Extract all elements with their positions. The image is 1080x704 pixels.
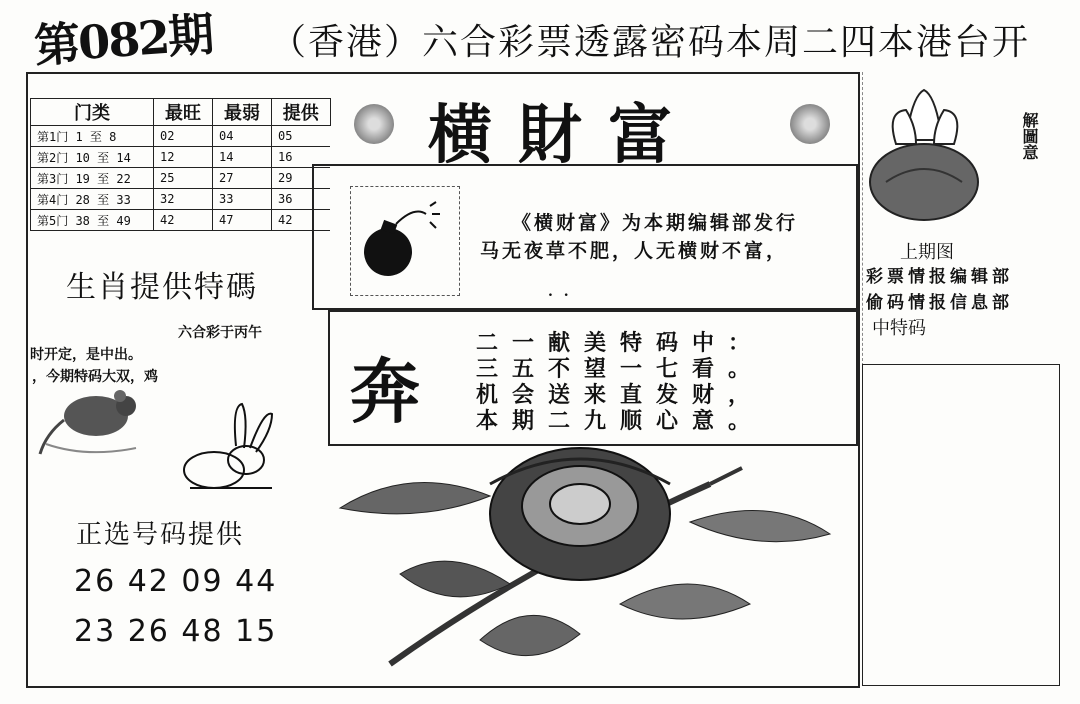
table-cell: 05 [272,126,331,147]
table-row [31,210,331,231]
rose-icon [330,444,854,682]
door-table-header [31,99,331,126]
poem-line: 三五不望一七看。 [476,356,765,382]
blurb-line-2: 马无夜草不肥，人无横财不富， [480,240,789,262]
table-cell: 02 [154,126,213,147]
blurb-line-1: 《横财富》为本期编辑部发行 [512,212,799,234]
right-label: 解圖意 [1020,112,1039,160]
table-cell: 第1门 1 至 8 [31,126,154,147]
table-cell: 第4门 28 至 33 [31,189,154,210]
table-cell: 27 [213,168,272,189]
headline: （香港）六合彩票透露密码本周二四本港台开 [270,22,1031,63]
table-cell: 12 [154,147,213,168]
zodiac-note-3: ，今期特码大双，鸡 [32,369,158,385]
table-cell: 第2门 10 至 14 [31,147,154,168]
picks-row-2: 23 26 48 15 [74,614,278,649]
column-header: 提供 [272,99,331,126]
table-cell: 14 [213,147,272,168]
table-cell: 第5门 38 至 49 [31,210,154,231]
poem-line: 本期二九顺心意。 [476,408,765,434]
picks-row-1: 26 42 09 44 [74,564,278,599]
door-table [30,98,331,231]
table-row [31,147,331,168]
table-cell: 04 [213,126,272,147]
poem-line: 二一献美特码中： [476,330,765,356]
table-cell: 25 [154,168,213,189]
table-cell: 47 [213,210,272,231]
table-cell: 第3门 19 至 22 [31,168,154,189]
table-row [31,168,331,189]
table-cell: 36 [272,189,331,210]
brand-title: 横財富 [428,98,698,173]
picks-title: 正选号码提供 [76,520,245,550]
bomb-icon [360,200,444,280]
zodiac-note-2: 时开定，是中出。 [30,347,142,363]
issue-number: 第082期 [32,6,214,74]
column-header: 门类 [31,99,154,126]
table-cell: 29 [272,168,331,189]
table-row [31,189,331,210]
last-picture-label: 上期图 [900,242,954,263]
coin-icon [790,104,830,144]
department-2: 偷码情报信息部 [866,293,1013,313]
table-cell: 42 [154,210,213,231]
table-cell: 33 [213,189,272,210]
table-row [31,126,331,147]
poem-line: 机会送来直发财， [476,382,765,408]
column-header: 最旺 [154,99,213,126]
special-code-label: 中特码 [872,318,926,339]
zodiac-note-1: 六合彩于丙午 [178,325,262,341]
column-header: 最弱 [213,99,272,126]
table-cell: 16 [272,147,331,168]
department-1: 彩票情报编辑部 [866,267,1013,287]
poem-character: 奔 [350,350,420,433]
rabbit-icon [176,400,286,492]
coin-icon [354,104,394,144]
blurb-dots: . . [548,284,572,300]
lotus-icon [866,86,986,226]
table-cell: 32 [154,189,213,210]
table-cell: 42 [272,210,331,231]
blank-box [862,364,1060,686]
zodiac-title: 生肖提供特碼 [66,270,258,305]
mouse-icon [36,384,146,464]
